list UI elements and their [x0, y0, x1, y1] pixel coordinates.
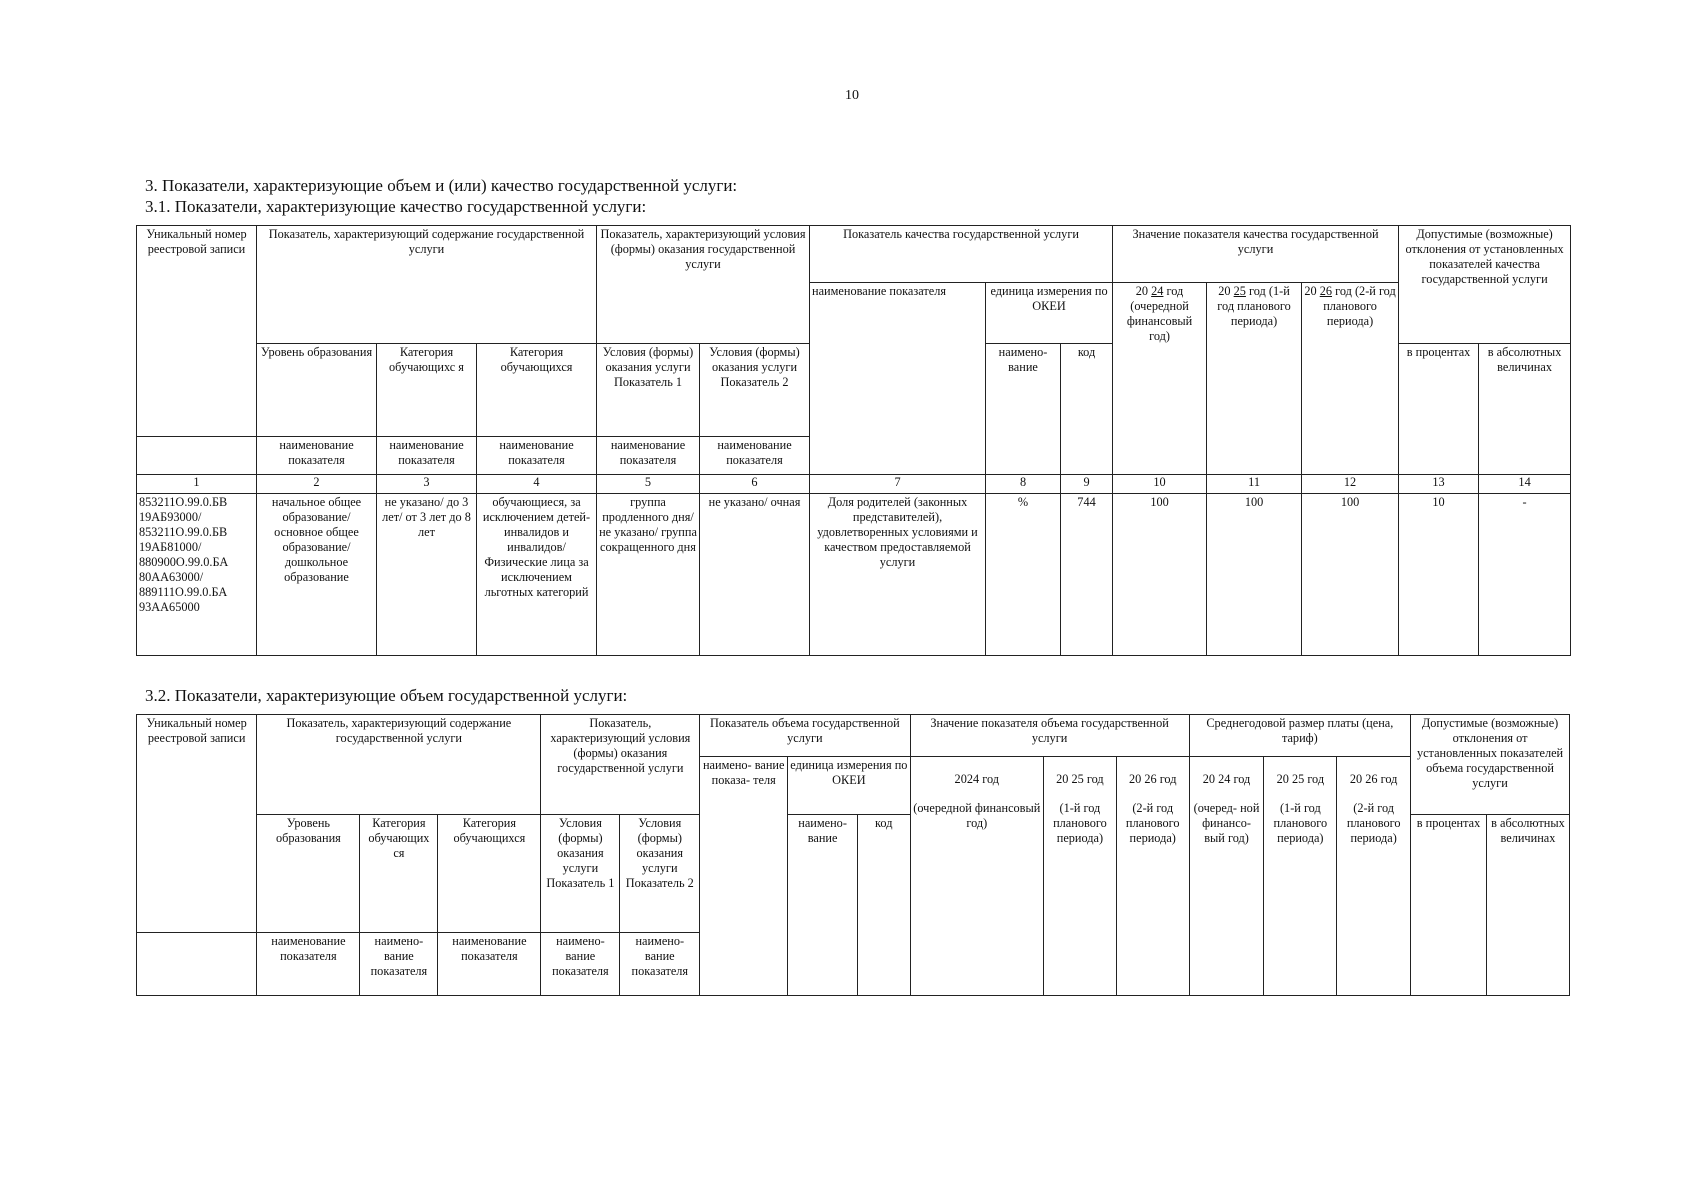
row-unit-name: %: [986, 494, 1061, 656]
header-quality-values: Значение показателя качества государственной услуги: [1113, 226, 1399, 283]
subheader-deviation-absolute: в абсолютных величинах: [1479, 344, 1571, 475]
row-indicator-name: Доля родителей (законных представителей), удовлетворенных условиями и качеством предоставляемой услуги: [810, 494, 986, 656]
header-year-2025: 20 25 год (1-й год планового периода): [1207, 283, 1302, 475]
name-label: наименование показателя: [597, 437, 700, 475]
name-label: наименование показателя: [700, 437, 810, 475]
name-label: наимено- вание показателя: [541, 933, 620, 996]
header-allowed-deviation: Допустимые (возможные) отклонения от установленных показателей объема государственной услуги: [1411, 715, 1570, 815]
row-deviation-percent: 10: [1399, 494, 1479, 656]
row-value-2026: 100: [1302, 494, 1399, 656]
row-deviation-absolute: -: [1479, 494, 1571, 656]
subheader-education-level: Уровень образования: [257, 344, 377, 437]
column-number: 9: [1061, 475, 1113, 494]
column-number: 11: [1207, 475, 1302, 494]
column-number: 14: [1479, 475, 1571, 494]
name-label: наимено- вание показателя: [620, 933, 700, 996]
header-conditions-indicator: Показатель, характеризующий условия (формы) оказания государственной услуги: [597, 226, 810, 344]
quality-indicators-table: [136, 225, 1571, 656]
column-number: 10: [1113, 475, 1207, 494]
name-label: наименование показателя: [257, 437, 377, 475]
name-label: наименование показателя: [438, 933, 541, 996]
row-value-2024: 100: [1113, 494, 1207, 656]
header-fee-2025: 20 25 год (1-й год планового периода): [1264, 757, 1337, 996]
header-volume-indicator: Показатель объема государственной услуги: [700, 715, 910, 757]
column-number: 5: [597, 475, 700, 494]
header-fee-2026: 20 26 год (2-й год планового периода): [1337, 757, 1411, 996]
header-indicator-name: наименование показателя: [810, 283, 986, 475]
column-number: 1: [137, 475, 257, 494]
column-number: 7: [810, 475, 986, 494]
column-number: 12: [1302, 475, 1399, 494]
row-value-2025: 100: [1207, 494, 1302, 656]
header-year-2026: 20 26 год (2-й год планового периода): [1302, 283, 1399, 475]
name-label: наименование показателя: [377, 437, 477, 475]
section-3-2-title: 3.2. Показатели, характеризующие объем государственной услуги:: [145, 686, 628, 705]
header-unit-okei: единица измерения по ОКЕИ: [788, 757, 910, 815]
header-volume-values: Значение показателя объема государственной услуги: [910, 715, 1189, 757]
header-value-2024: 2024 год (очередной финансовый год): [910, 757, 1043, 996]
row-student-category-2: обучающиеся, за исключением детей-инвалидов и инвалидов/ Физические лица за исключением льготных категорий: [477, 494, 597, 656]
column-number: 3: [377, 475, 477, 494]
column-number: 8: [986, 475, 1061, 494]
subheader-unit-name: наимено- вание: [986, 344, 1061, 475]
subheader-student-category-1: Категория обучающихс я: [377, 344, 477, 437]
row-unique-number: 853211О.99.0.БВ 19АБ93000/ 853211О.99.0.БВ 19АБ81000/ 880900О.99.0.БА 80АА63000/ 889111О.99.0.БА 93АА65000: [137, 494, 257, 656]
subheader-unit-code: код: [857, 815, 910, 996]
header-unique-number: Уникальный номер реестровой записи: [137, 226, 257, 437]
subheader-education-level: Уровень образования: [257, 815, 360, 933]
name-label: наимено- вание показателя: [360, 933, 438, 996]
section-3-1-title: 3.1. Показатели, характеризующие качество государственной услуги:: [145, 197, 647, 216]
subheader-unit-name: наимено- вание: [788, 815, 858, 996]
header-content-indicator: Показатель, характеризующий содержание государственной услуги: [257, 226, 597, 344]
row-student-category-1: не указано/ до 3 лет/ от 3 лет до 8 лет: [377, 494, 477, 656]
subheader-student-category-1: Категория обучающих ся: [360, 815, 438, 933]
column-number: 2: [257, 475, 377, 494]
volume-indicators-table: [136, 714, 1570, 996]
header-conditions-indicator: Показатель, характеризующий условия (формы) оказания государственной услуги: [541, 715, 700, 815]
row-condition-1: группа продленного дня/ не указано/ группа сокращенного дня: [597, 494, 700, 656]
header-unique-number: Уникальный номер реестровой записи: [137, 715, 257, 933]
row-unit-code: 744: [1061, 494, 1113, 656]
header-average-fee: Среднегодовой размер платы (цена, тариф): [1189, 715, 1410, 757]
name-label: наименование показателя: [477, 437, 597, 475]
header-year-2024: 20 24 год (очередной финансовый год): [1113, 283, 1207, 475]
header-value-2025: 20 25 год (1-й год планового периода): [1044, 757, 1117, 996]
subheader-unit-code: код: [1061, 344, 1113, 475]
subheader-condition-1: Условия (формы) оказания услуги Показатель 1: [597, 344, 700, 437]
page-number: 10: [845, 88, 859, 103]
subheader-condition-1: Условия (формы) оказания услуги Показатель 1: [541, 815, 620, 933]
section-3-title: 3. Показатели, характеризующие объем и (или) качество государственной услуги:: [145, 176, 738, 195]
subheader-student-category-2: Категория обучающихся: [477, 344, 597, 437]
header-unit-okei: единица измерения по ОКЕИ: [986, 283, 1113, 344]
header-fee-2024: 20 24 год (очеред- ной финансо- вый год): [1189, 757, 1264, 996]
subheader-deviation-percent: в процентах: [1411, 815, 1487, 996]
header-content-indicator: Показатель, характеризующий содержание государственной услуги: [257, 715, 541, 815]
subheader-condition-2: Условия (формы) оказания услуги Показатель 2: [620, 815, 700, 933]
subheader-deviation-absolute: в абсолютных величинах: [1486, 815, 1569, 996]
subheader-condition-2: Условия (формы) оказания услуги Показатель 2: [700, 344, 810, 437]
subheader-deviation-percent: в процентах: [1399, 344, 1479, 475]
column-number: 13: [1399, 475, 1479, 494]
row-education-level: начальное общее образование/ основное общее образование/ дошкольное образование: [257, 494, 377, 656]
header-indicator-name: наимено- вание показа- теля: [700, 757, 788, 996]
row-condition-2: не указано/ очная: [700, 494, 810, 656]
column-number: 4: [477, 475, 597, 494]
name-label: наименование показателя: [257, 933, 360, 996]
subheader-student-category-2: Категория обучающихся: [438, 815, 541, 933]
column-number: 6: [700, 475, 810, 494]
header-allowed-deviation: Допустимые (возможные) отклонения от установленных показателей качества государственной услуги: [1399, 226, 1571, 344]
header-value-2026: 20 26 год (2-й год планового периода): [1116, 757, 1189, 996]
header-quality-indicator: Показатель качества государственной услуги: [810, 226, 1113, 283]
